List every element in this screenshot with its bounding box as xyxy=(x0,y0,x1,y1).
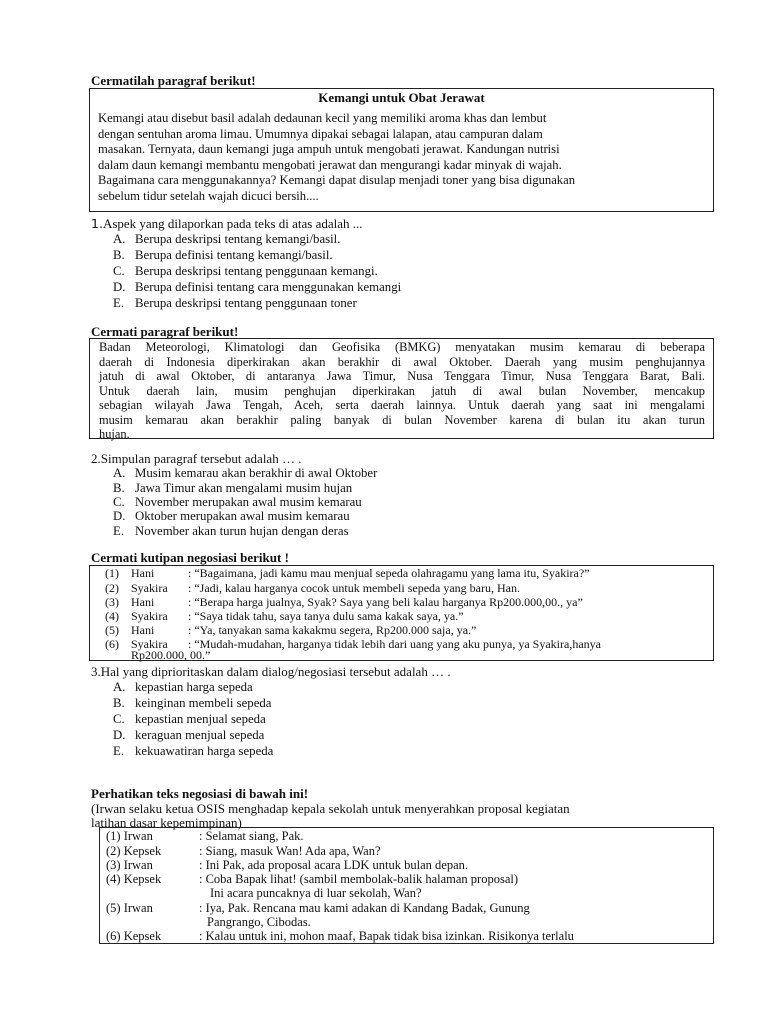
paragraph-line: masakan. Ternyata, daun kemangi juga ampuh untuk mengobati jerawat. Kandungan nutrisi xyxy=(98,142,560,156)
paragraph-line: Kemangi atau disebut basil adalah dedaunan kecil yang memiliki aroma khas dan lembut xyxy=(98,111,547,125)
section4-context-line-2: latihan dasar kepemimpinan) xyxy=(91,815,242,830)
q2-option-d[interactable]: D. Oktober merupakan awal musim kemarau xyxy=(113,509,350,523)
dialog-line-1: (1) Hani : “Bagaimana, jadi kamu mau menjual sepeda olahragamu yang lama itu, Syakira?” xyxy=(105,566,590,580)
dialog-line-3: (3) Irwan : Ini Pak, ada proposal acara LDK untuk bulan depan. xyxy=(106,858,469,872)
paragraph-line: Bagaimana cara menggunakannya? Kemangi dapat disulap menjadi toner yang bisa digunakan xyxy=(98,173,575,187)
section1-instruction: Cermatilah paragraf berikut! xyxy=(91,73,256,88)
dialog-line-2: (2) Kepsek : Siang, masuk Wan! Ada apa, Wan? xyxy=(106,844,381,858)
dialog-line-5: (5) Irwan : Iya, Pak. Rencana mau kami adakan di Kandang Badak, Gunung xyxy=(106,901,530,915)
dialog-line-3: (3) Hani : “Berapa harga jualnya, Syak? Saya yang beli kalau harganya Rp200.000,00., ya” xyxy=(105,595,583,609)
q3-question: 3.Hal yang diprioritaskan dalam dialog/negosiasi tersebut adalah … . xyxy=(91,664,451,679)
kemangi-paragraph xyxy=(98,111,658,204)
q1-option-a[interactable]: A. Berupa deskripsi tentang kemangi/basil. xyxy=(113,232,341,246)
dialog-line-6: (6) Syakira : “Mudah-mudahan, harganya tidak lebih dari uang yang aku punya, ya Syakira,hanya xyxy=(105,637,601,651)
bmkg-paragraph xyxy=(99,340,705,442)
paragraph-line: jatuh di awal Oktober, di antaranya Jawa Timur, Nusa Tenggara Timur, Nusa Tenggara Barat, Bali. xyxy=(99,369,705,383)
q3-option-c[interactable]: C. kepastian menjual sepeda xyxy=(113,712,266,726)
q2-option-c[interactable]: C. November merupakan awal musim kemarau xyxy=(113,495,362,509)
dialog-line-6: (6) Kepsek : Kalau untuk ini, mohon maaf, Bapak tidak bisa izinkan. Risikonya terlalu xyxy=(106,929,574,943)
q3-option-b[interactable]: B. keinginan membeli sepeda xyxy=(113,696,272,710)
bmkg-paragraph-box xyxy=(89,338,714,439)
q1-text: Aspek yang dilaporkan pada teks di atas adalah ... xyxy=(102,216,363,231)
q2-question: 2.Simpulan paragraf tersebut adalah … . xyxy=(91,451,302,466)
paragraph-line: dalam daun kemangi membantu mengobati jerawat dan mengurangi kadar minyak di wajah. xyxy=(98,157,562,172)
kemangi-paragraph-box xyxy=(89,88,714,212)
q2-option-b[interactable]: B. Jawa Timur akan mengalami musim hujan xyxy=(113,481,353,495)
dialog-line-5-cont: Pangrango, Cibodas. xyxy=(207,915,311,929)
negosiasi-dialog-box xyxy=(89,565,714,661)
dialog-line-1: (1) Irwan : Selamat siang, Pak. xyxy=(106,829,304,843)
q1-option-c[interactable]: C. Berupa deskripsi tentang penggunaan kemangi. xyxy=(113,264,378,278)
q3-option-d[interactable]: D. keraguan menjual sepeda xyxy=(113,728,265,742)
irwan-dialog-box xyxy=(99,827,714,944)
dialog-line-4: (4) Syakira : “Saya tidak tahu, saya tanya dulu sama kakak saya, ya.” xyxy=(105,609,464,623)
q1-option-d[interactable]: D. Berupa definisi tentang cara menggunakan kemangi xyxy=(113,280,402,294)
section3-instruction: Cermati kutipan negosiasi berikut ! xyxy=(91,550,289,565)
section4-instruction: Perhatikan teks negosiasi di bawah ini! xyxy=(91,786,309,801)
q3-option-e[interactable]: E. kekuawatiran harga sepeda xyxy=(113,744,274,758)
paragraph-line: hujan. xyxy=(99,427,130,441)
q3-option-a[interactable]: A. kepastian harga sepeda xyxy=(113,680,253,694)
paragraph-line: Untuk daerah lain, musim penghujan diperkirakan jatuh di awal bulan November, mencakup xyxy=(99,383,705,398)
q1-number: 1. xyxy=(91,216,103,231)
dialog-line-4-cont: Ini acara puncaknya di luar sekolah, Wan? xyxy=(210,886,422,900)
paragraph-line: dengan sentuhan aroma limau. Umumnya dipakai sebagai lalapan, atau campuran dalam xyxy=(98,126,543,141)
dialog-line-2: (2) Syakira : “Jadi, kalau harganya cocok untuk membeli sepeda yang baru, Han. xyxy=(105,581,520,595)
section4-context-line-1: (Irwan selaku ketua OSIS menghadap kepala sekolah untuk menyerahkan proposal kegiatan xyxy=(91,801,570,816)
kemangi-box-title: Kemangi untuk Obat Jerawat xyxy=(318,90,485,105)
dialog-line-4: (4) Kepsek : Coba Bapak lihat! (sambil membolak-balik halaman proposal) xyxy=(106,872,519,886)
q2-option-a[interactable]: A. Musim kemarau akan berakhir di awal Oktober xyxy=(113,466,378,480)
paragraph-line: Badan Meteorologi, Klimatologi dan Geofisika (BMKG) menyatakan musim kemarau di beberapa xyxy=(99,340,705,354)
q1-option-e[interactable]: E. Berupa deskripsi tentang penggunaan toner xyxy=(113,296,357,310)
q2-option-e[interactable]: E. November akan turun hujan dengan deras xyxy=(113,524,349,538)
dialog-line-6-cont: Rp200.000, 00.” xyxy=(131,648,211,662)
q1-question xyxy=(91,216,363,231)
paragraph-line: sebagian wilayah Jawa Tengah, Aceh, serta daerah lainnya. Untuk daerah yang saat ini mengalami xyxy=(99,398,705,412)
q1-option-b[interactable]: B. Berupa definisi tentang kemangi/basil. xyxy=(113,248,333,262)
section2-instruction: Cermati paragraf berikut! xyxy=(91,324,239,339)
paragraph-line: daerah di Indonesia diperkirakan akan berakhir di awal Oktober. Daerah yang musim penghujannya xyxy=(99,354,705,369)
paragraph-line: sebelum tidur setelah wajah dicuci bersih.... xyxy=(98,188,319,203)
dialog-line-5: (5) Hani : “Ya, tanyakan sama kakakmu segera, Rp200.000 saja, ya.” xyxy=(105,623,477,637)
paragraph-line: musim kemarau akan berakhir paling banyak di bulan November karena di bulan itu akan turun xyxy=(99,412,705,427)
